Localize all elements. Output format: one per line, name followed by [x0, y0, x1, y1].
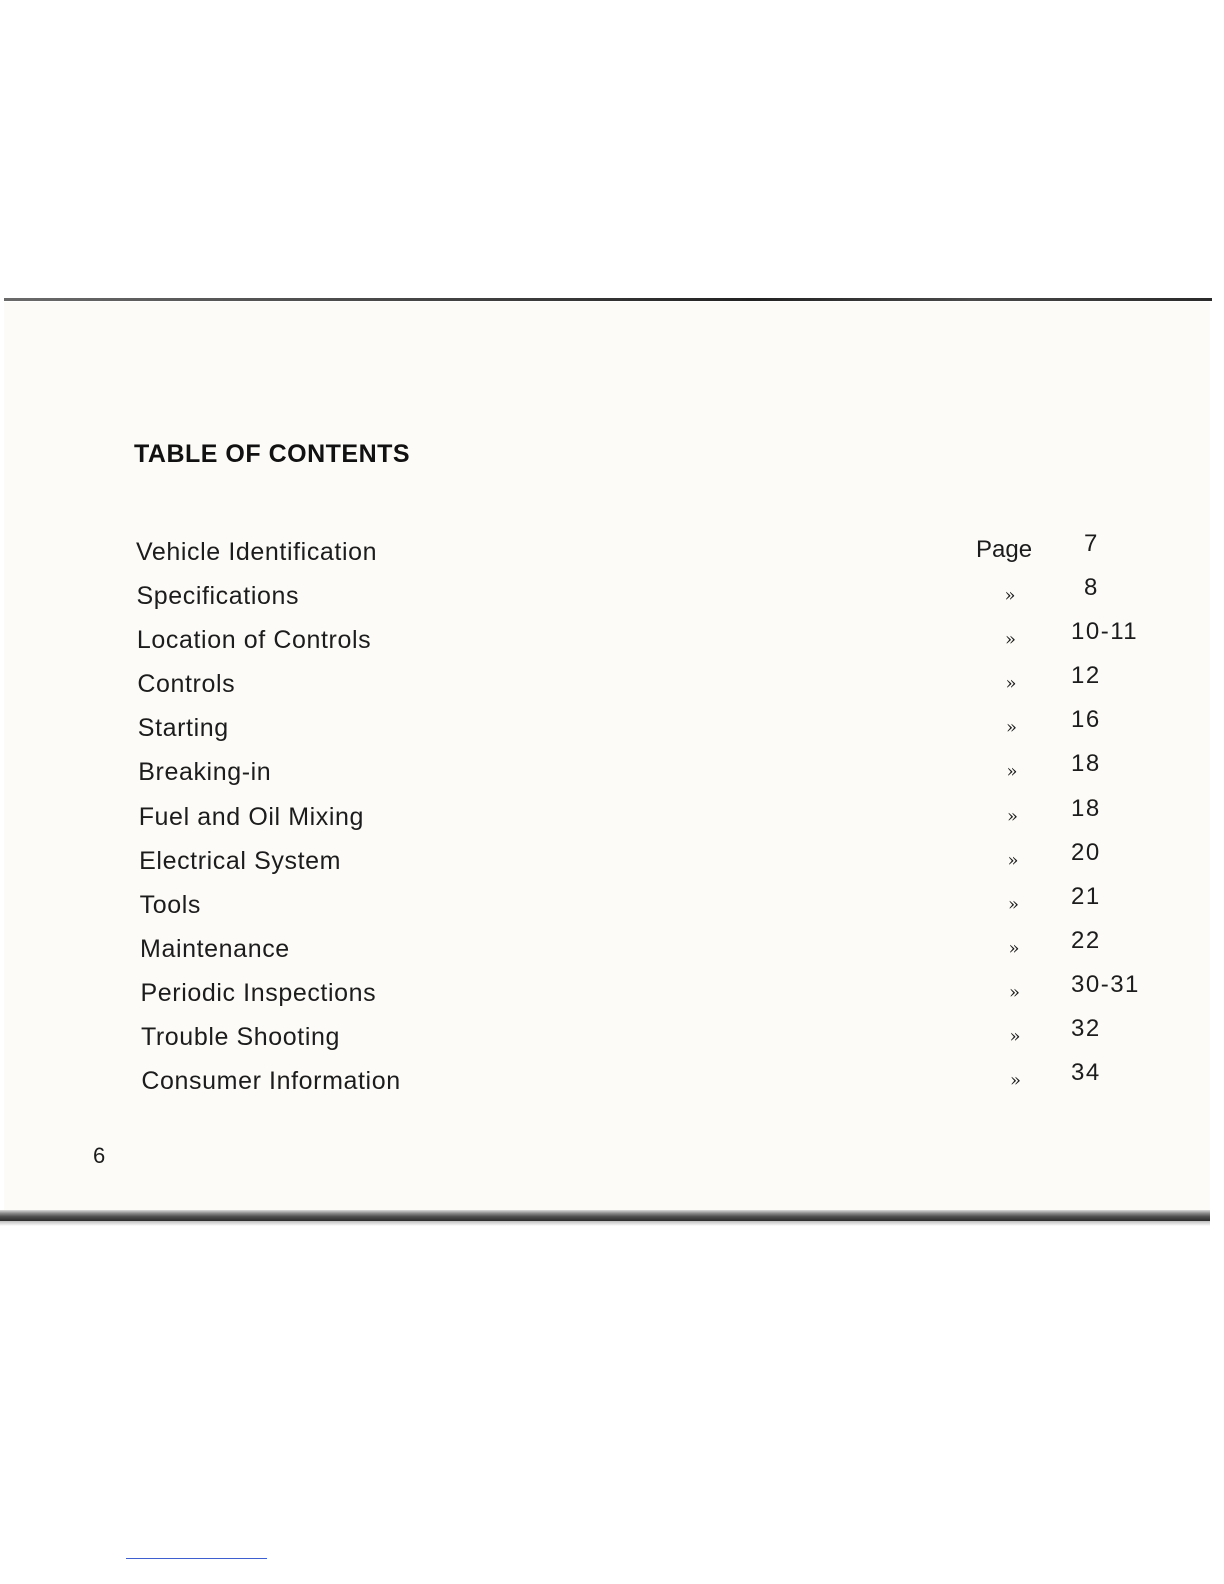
toc-entry-label: Electrical System: [139, 846, 342, 875]
toc-ditto-mark: »: [1008, 893, 1020, 915]
toc-entry-label: Location of Controls: [136, 626, 372, 655]
toc-ditto-mark: »: [1004, 585, 1016, 607]
toc-list: [0, 530, 1224, 1103]
toc-ditto-mark: »: [1008, 937, 1020, 959]
toc-entry-page: 8: [1084, 574, 1099, 602]
toc-entry: [0, 618, 1224, 662]
toc-entry-page: 16: [1071, 706, 1101, 734]
toc-entry-page: 12: [1071, 662, 1101, 690]
toc-entry-label: Fuel and Oil Mixing: [138, 802, 365, 831]
toc-ditto-mark: »: [1006, 761, 1018, 783]
toc-entry: [0, 971, 1224, 1015]
toc-entry: [0, 1059, 1224, 1103]
toc-entry-page: 10-11: [1071, 618, 1139, 646]
toc-entry-label: Breaking-in: [138, 758, 272, 787]
toc-entry: [0, 883, 1224, 927]
toc-entry-label: Specifications: [136, 582, 300, 611]
toc-ditto-mark: »: [1006, 717, 1018, 739]
toc-entry-label: Trouble Shooting: [140, 1023, 341, 1052]
toc-entry: [0, 795, 1224, 839]
toc-entry-label: Controls: [137, 670, 236, 699]
toc-entry-page: 20: [1071, 838, 1101, 866]
toc-entry: [0, 706, 1224, 750]
toc-entry-label: Periodic Inspections: [140, 978, 377, 1007]
page-number: 6: [93, 1143, 106, 1168]
toc-entry: [0, 839, 1224, 883]
toc-entry: [0, 662, 1224, 706]
toc-entry-label: Consumer Information: [141, 1067, 401, 1096]
page-bottom-edge: [0, 1210, 1210, 1221]
toc-entry-label: Tools: [139, 890, 201, 919]
toc-entry-page: 32: [1071, 1015, 1101, 1043]
toc-ditto-mark: »: [1009, 1026, 1021, 1048]
page-bottom-shadow: [0, 1221, 1210, 1226]
toc-ditto-mark: »: [1005, 629, 1017, 651]
toc-entry-label: Maintenance: [140, 934, 290, 963]
toc-entry-page: 22: [1071, 926, 1101, 954]
page-top-edge: [4, 298, 1212, 301]
toc-ditto-mark: »: [1007, 849, 1019, 871]
toc-ditto-mark: »: [1007, 805, 1019, 827]
toc-ditto-mark: »: [1009, 981, 1021, 1003]
toc-entry-label: Starting: [137, 714, 229, 743]
toc-entry: [0, 530, 1224, 574]
toc-entry: [0, 927, 1224, 971]
toc-entry: [0, 574, 1224, 618]
toc-page-prefix: Page: [976, 536, 1033, 563]
toc-entry: [0, 1015, 1224, 1059]
selection-underline: [126, 1558, 267, 1559]
toc-entry-page: 7: [1084, 530, 1099, 557]
toc-entry-label: Vehicle Identification: [136, 538, 378, 566]
toc-entry: [0, 750, 1224, 794]
toc-entry-page: 30-31: [1071, 970, 1140, 998]
toc-ditto-mark: »: [1010, 1070, 1022, 1092]
toc-entry-page: 21: [1071, 882, 1101, 910]
toc-entry-page: 34: [1071, 1059, 1101, 1087]
toc-ditto-mark: »: [1005, 673, 1017, 695]
toc-title: TABLE OF CONTENTS: [134, 440, 411, 468]
toc-entry-page: 18: [1071, 794, 1101, 822]
toc-entry-page: 18: [1071, 750, 1101, 778]
